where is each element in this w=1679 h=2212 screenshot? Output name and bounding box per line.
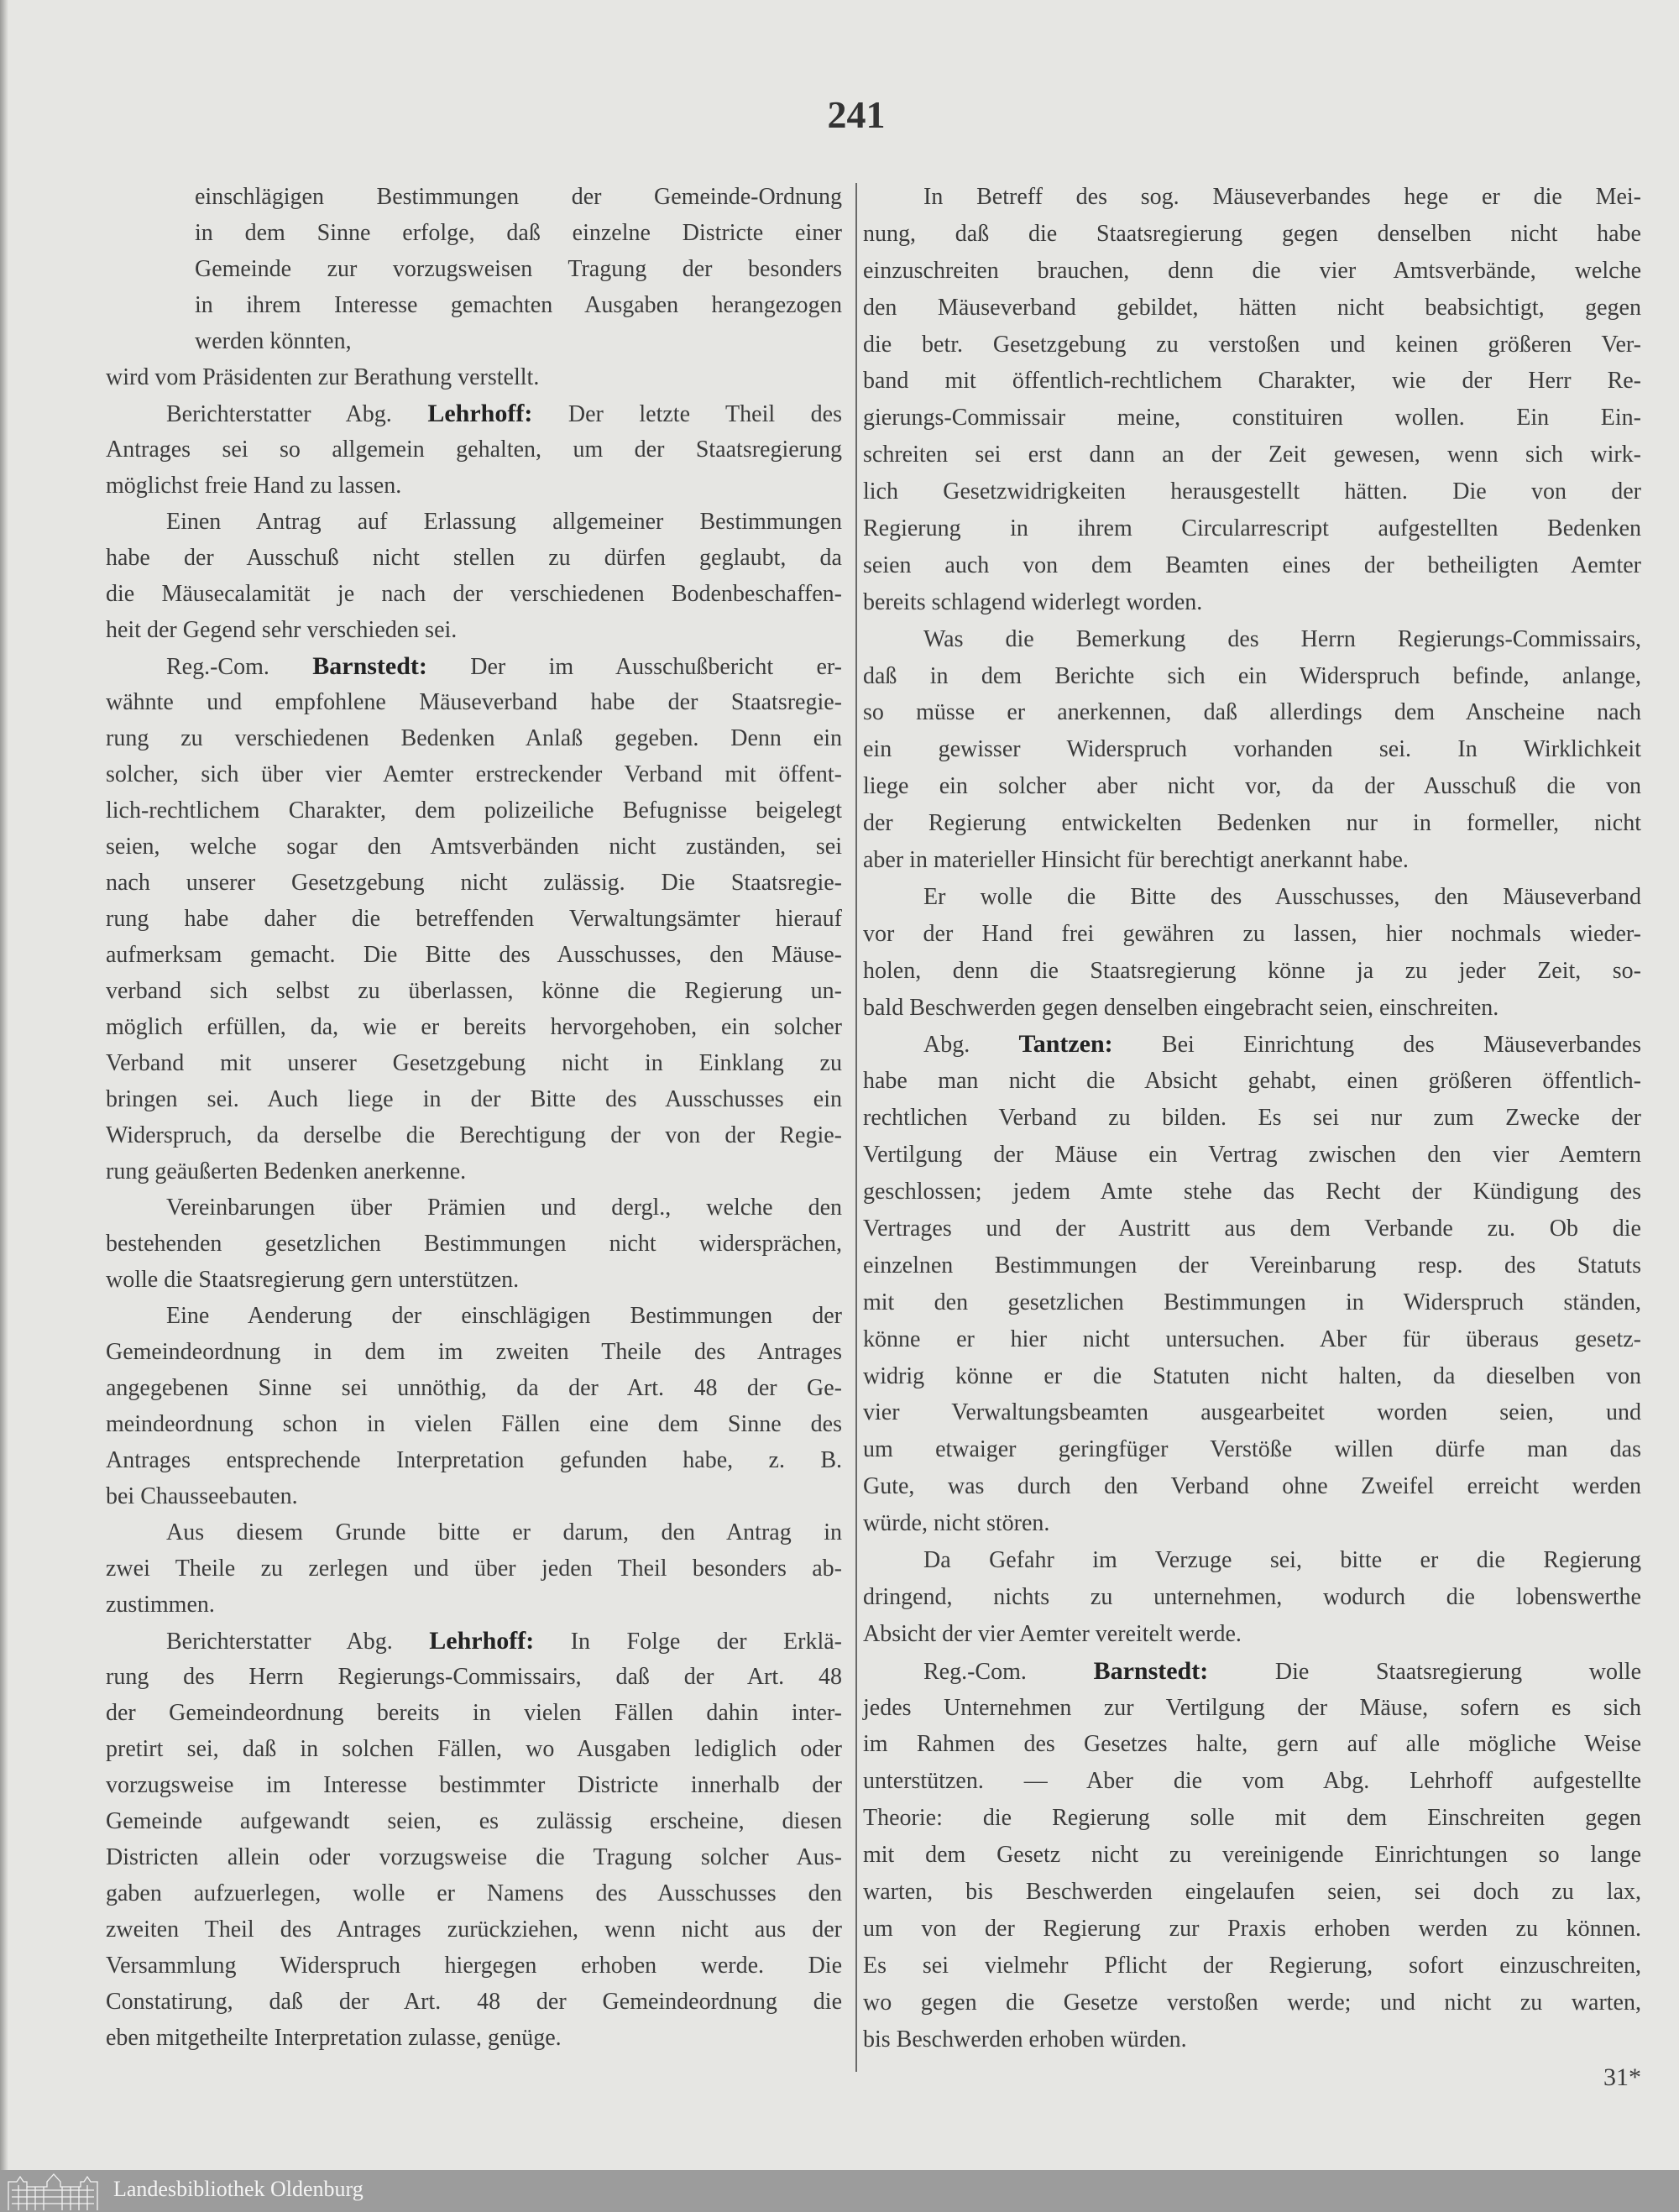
text-line [863,547,1641,584]
page-number: 241 [827,93,886,136]
line-text: Antrages sei so allgemein gehalten, um der Staatsregierung [106,437,842,463]
text-line [863,253,1641,290]
line-text: meindeordnung schon in vielen Fällen eine dem Sinne des [106,1411,842,1437]
line-text: könne er hier nicht untersuchen. Aber für überaus gesetz- [863,1326,1641,1352]
line-text: band mit öffentlich-rechtlichem Charakter, wie der Herr Re- [863,368,1641,395]
text-line [863,1948,1641,1985]
line-text: Widerspruch, da derselbe die Berechtigung der von der Regie- [106,1122,842,1148]
text-line [863,1763,1641,1800]
text-line [863,400,1641,437]
text-line [106,287,842,323]
text-line [106,179,842,215]
line-text: aber in materieller Hinsicht für berechtigt anerkannt habe. [863,847,1409,874]
text-line [863,1358,1641,1395]
line-text: widrig könne er die Statuten nicht halten, da dieselben von [863,1362,1641,1389]
text-line [106,323,842,359]
text-line [863,1284,1641,1321]
text-line [863,1468,1641,1505]
line-text: daß in dem Berichte sich ein Widerspruch befinde, anlange, [863,662,1641,689]
text-line [863,916,1641,953]
line-text: Eine Aenderung der einschlägigen Bestimmungen der [166,1303,842,1329]
right-text-column [863,179,1641,2058]
text-line [863,290,1641,327]
text-line [106,1370,842,1406]
line-text: schreiten sei erst dann an der Zeit gewesen, wenn sich wirk- [863,442,1641,468]
text-line [106,1442,842,1478]
line-text: bringen sei. Auch liege in der Bitte des Ausschusses ein [106,1086,842,1112]
line-text: zweiten Theil des Antrages zurückziehen, wenn nicht aus der [106,1917,842,1943]
line-text: Berichterstatter Abg. [166,401,392,427]
text-line [106,1514,842,1550]
text-line [106,215,842,251]
line-text: rung zu verschiedenen Bedenken Anlaß gegeben. Denn ein [106,725,842,751]
line-text: rung geäußerten Bedenken anerkenne. [106,1158,467,1184]
line-text: rung des Herrn Regierungs-Commissairs, daß der Art. 48 [106,1664,842,1690]
text-line [106,1550,842,1587]
speaker-name: Tantzen: [1018,1030,1113,1059]
line-text: habe der Ausschuß nicht stellen zu dürfen geglaubt, da [106,545,842,571]
line-text: Gemeinde zur vorzugsweisen Tragung der besonders [195,256,842,282]
line-text: gaben aufzuerlegen, wolle er Namens des Ausschusses den [106,1880,842,1906]
speaker-name: Barnstedt: [312,652,427,680]
text-line [863,363,1641,400]
line-text: mit dem Gesetz nicht zu vereinigende Einrichtungen so lange [863,1842,1641,1869]
text-line [106,973,842,1009]
line-text: den Mäuseverband gebildet, hätten nicht beabsichtigt, gegen [863,294,1641,321]
text-line [106,431,842,468]
line-text: wird vom Präsidenten zur Berathung verstellt. [106,364,540,390]
line-text: habe man nicht die Absicht gehabt, einen größeren öffentlich- [863,1068,1641,1095]
text-line [106,2020,842,2056]
text-line [863,990,1641,1027]
text-line [106,1659,842,1695]
text-line [106,1117,842,1153]
text-line [863,1985,1641,2021]
text-line [106,684,842,720]
line-text: Der im Ausschußbericht er- [470,654,843,680]
text-line [863,953,1641,990]
line-text: angegebenen Sinne sei unnöthig, da der Art. 48 der Ge- [106,1375,842,1401]
line-text: seien auch von dem Beamten eines der betheiligten Aemter [863,552,1641,578]
line-text: Vereinbarungen über Prämien und dergl., welche den [166,1195,842,1221]
line-text: solcher, sich über vier Aemter erstreckender Verband mit öffent- [106,761,842,787]
text-line [863,1137,1641,1174]
line-text: Aus diesem Grunde bitte er darum, den Antrag in [166,1519,842,1545]
text-line [106,1767,842,1803]
line-text: Der letzte Theil des [568,401,842,427]
line-text: vorzugsweise im Interesse bestimmter Districte innerhalb der [106,1772,842,1798]
line-text: bald Beschwerden gegen denselben eingebracht seien, einschreiten. [863,994,1499,1021]
line-text: Constatirung, daß der Art. 48 der Gemeindeordnung die [106,1989,842,2015]
line-text: bei Chausseebauten. [106,1483,298,1509]
line-text: Regierung in ihrem Circularrescript aufgestellten Bedenken [863,515,1641,542]
line-text: In Folge der Erklä- [570,1629,843,1655]
text-line [106,1948,842,1984]
line-text: vor der Hand frei gewähren zu lassen, hier nochmals wieder- [863,920,1641,947]
text-line [106,395,842,431]
line-text: Verband mit unserer Gesetzgebung nicht in Einklang zu [106,1050,842,1076]
text-line [863,658,1641,695]
line-text: einschlägigen Bestimmungen der Gemeinde-Ordnung [195,184,842,210]
text-line [106,1731,842,1767]
line-text: Vertrages und der Austritt aus dem Verbande zu. Ob die [863,1215,1641,1242]
line-text: rechtlichen Verband zu bilden. Es sei nur zum Zwecke der [863,1105,1641,1132]
text-line [863,1653,1641,1690]
text-line [106,1262,842,1298]
page-edge-shadow [0,0,8,2170]
text-line [106,468,842,504]
column-divider [855,183,857,2072]
line-text: Die Staatsregierung wolle [1274,1658,1642,1685]
text-line [106,1839,842,1875]
line-text: nach unserer Gesetzgebung nicht zulässig. Die Staatsregie- [106,870,842,896]
line-text: bereits schlagend widerlegt worden. [863,588,1203,615]
line-text: lich Gesetzwidrigkeiten herausgestellt hätten. Die von der [863,478,1641,505]
line-text: bis Beschwerden erhoben würden. [863,2026,1187,2053]
line-text: Versammlung Widerspruch hiergegen erhoben werde. Die [106,1953,842,1979]
text-line [863,842,1641,879]
line-text: würde, nicht stören. [863,1510,1050,1537]
line-text: In Betreff des sog. Mäuseverbandes hege er die Mei- [923,184,1641,210]
text-line [106,901,842,937]
text-line [863,1174,1641,1211]
text-line [863,731,1641,768]
line-text: Er wolle die Bitte des Ausschusses, den Mäuseverband [923,883,1641,910]
text-line [106,1081,842,1117]
text-line [106,1045,842,1081]
text-line [106,1009,842,1045]
line-text: Districten allein oder vorzugsweise die Tragung solcher Aus- [106,1844,842,1870]
line-text: jedes Unternehmen zur Vertilgung der Mäuse, sofern es sich [863,1694,1641,1721]
text-line [106,648,842,684]
line-text: einzuschreiten brauchen, denn die vier Amtsverbände, welche [863,257,1641,284]
text-line [863,805,1641,842]
line-text: holen, denn die Staatsregierung könne ja zu jeder Zeit, so- [863,957,1641,984]
line-text: zustimmen. [106,1592,215,1618]
text-line [863,179,1641,216]
line-text: wähnte und empfohlene Mäuseverband habe der Staatsregie- [106,689,842,715]
text-line [106,1695,842,1731]
text-line [106,1587,842,1623]
line-text: lich-rechtlichem Charakter, dem polizeiliche Befugnisse beigelegt [106,797,842,824]
line-text: Reg.-Com. [923,1658,1027,1685]
text-line [863,1063,1641,1100]
text-line [106,1623,842,1659]
line-text: gierungs-Commissair meine, constituiren wollen. Ein Ein- [863,405,1641,431]
line-text: um etwaiger geringfüger Verstöße willen dürfe man das [863,1436,1641,1463]
text-line [863,1726,1641,1763]
text-line [863,1837,1641,1874]
line-text: die betr. Gesetzgebung zu verstoßen und keinen größeren Ver- [863,331,1641,358]
text-line [106,1190,842,1226]
line-text: Theorie: die Regierung solle mit dem Einschreiten gegen [863,1805,1641,1832]
line-text: aufmerksam gemacht. Die Bitte des Ausschusses, den Mäuse- [106,942,842,968]
line-text: rung habe daher die betreffenden Verwaltungsämter hierauf [106,906,842,932]
text-line [863,1579,1641,1616]
speaker-name: Barnstedt: [1093,1656,1209,1685]
line-text: vier Verwaltungsbeamten ausgearbeitet worden seien, und [863,1399,1641,1426]
left-text-column [106,179,842,2056]
text-line [863,1321,1641,1358]
text-line [106,720,842,756]
library-name: Landesbibliothek Oldenburg [113,2177,364,2201]
line-text: in ihrem Interesse gemachten Ausgaben herangezogen [195,292,842,318]
text-line [863,437,1641,473]
line-text: Gemeindeordnung in dem im zweiten Theile des Antrages [106,1339,842,1365]
line-text: geschlossen; jedem Amte stehe das Recht der Kündigung des [863,1179,1641,1205]
line-text: Antrages entsprechende Interpretation gefunden habe, z. B. [106,1447,842,1473]
line-text: mit den gesetzlichen Bestimmungen in Widerspruch ständen, [863,1289,1641,1315]
text-line [106,540,842,576]
text-line [863,2021,1641,2058]
line-text: in dem Sinne erfolge, daß einzelne Districte einer [195,220,842,246]
text-line [106,1298,842,1334]
text-line [863,473,1641,510]
line-text: zwei Theile zu zerlegen und über jeden Theil besonders ab- [106,1556,842,1582]
text-line [863,216,1641,253]
line-text: Gute, was durch den Verband ohne Zweifel erreicht werden [863,1473,1641,1500]
text-line [106,937,842,973]
line-text: Abg. [923,1032,970,1059]
text-line [863,694,1641,731]
text-line [106,792,842,829]
text-line [106,829,842,865]
text-line [863,1100,1641,1137]
text-line [106,1478,842,1514]
text-line [106,1984,842,2020]
text-line [106,1911,842,1948]
line-text: dringend, nichts zu unternehmen, wodurch die lobenswerthe [863,1583,1641,1610]
text-line [106,576,842,612]
line-text: werden könnten, [195,328,352,354]
line-text: Reg.-Com. [166,654,269,680]
line-text: eben mitgetheilte Interpretation zulasse, genüge. [106,2025,562,2051]
text-line [863,768,1641,805]
text-line [106,504,842,540]
line-text: heit der Gegend sehr verschieden sei. [106,617,458,643]
text-line [106,1153,842,1190]
text-line [863,1211,1641,1247]
line-text: Absicht der vier Aemter vereitelt werde. [863,1620,1242,1647]
text-line [863,1394,1641,1431]
text-line [863,1911,1641,1948]
text-line [863,1247,1641,1284]
text-line [863,1874,1641,1911]
line-text: unterstützen. — Aber die vom Abg. Lehrhoff aufgestellte [863,1768,1641,1795]
text-line [863,879,1641,916]
text-line [863,584,1641,621]
text-line [863,621,1641,658]
speaker-name: Lehrhoff: [427,400,533,427]
line-text: Berichterstatter Abg. [166,1629,393,1655]
text-line [106,1406,842,1442]
line-text: seien, welche sogar den Amtsverbänden nicht zuständen, sei [106,834,842,860]
text-line [863,510,1641,547]
text-line [106,865,842,901]
text-line [106,359,842,395]
line-text: Vertilgung der Mäuse ein Vertrag zwischen den vier Aemtern [863,1142,1641,1169]
signature-mark: 31* [1603,2063,1641,2091]
text-line [863,1690,1641,1727]
line-text: wolle die Staatsregierung gern unterstützen. [106,1267,520,1293]
line-text: um von der Regierung zur Praxis erhoben werden zu können. [863,1915,1641,1942]
line-text: möglich erfüllen, da, wie er bereits hervorgehoben, ein solcher [106,1014,842,1040]
library-building-logo-icon [7,2173,99,2210]
line-text: so müsse er anerkennen, daß allerdings dem Anscheine nach [863,699,1641,726]
line-text: einzelnen Bestimmungen der Vereinbarung resp. des Statuts [863,1252,1641,1279]
text-line [106,1875,842,1911]
line-text: Einen Antrag auf Erlassung allgemeiner Bestimmungen [166,509,842,535]
line-text: warten, bis Beschwerden eingelaufen seien, sei doch zu lax, [863,1878,1641,1905]
text-line [863,1800,1641,1837]
text-line [863,1431,1641,1468]
line-text: möglichst freie Hand zu lassen. [106,473,402,499]
text-line [106,1334,842,1370]
line-text: Bei Einrichtung des Mäuseverbandes [1161,1032,1642,1059]
line-text: Es sei vielmehr Pflicht der Regierung, sofort einzuschreiten, [863,1952,1641,1979]
speaker-name: Lehrhoff: [429,1627,535,1655]
text-line [106,251,842,287]
text-line [863,1026,1641,1063]
text-line [106,612,842,648]
line-text: im Rahmen des Gesetzes halte, gern auf alle mögliche Weise [863,1731,1641,1758]
line-text: die Mäusecalamität je nach der verschiedenen Bodenbeschaffen- [106,581,842,607]
text-line [106,1226,842,1262]
text-line [106,1803,842,1839]
line-text: bestehenden gesetzlichen Bestimmungen nicht widersprächen, [106,1231,842,1257]
library-footer-bar [0,2170,1679,2212]
line-text: wo gegen die Gesetze verstoßen werde; und nicht zu warten, [863,1989,1641,2016]
text-line [863,1542,1641,1579]
line-text: der Gemeindeordnung bereits in vielen Fällen dahin inter- [106,1700,842,1726]
line-text: Gemeinde aufgewandt seien, es zulässig erscheine, diesen [106,1808,842,1834]
line-text: Was die Bemerkung des Herrn Regierungs-Commissairs, [923,625,1641,652]
text-line [106,756,842,792]
line-text: ein gewisser Widerspruch vorhanden sei. In Wirklichkeit [863,736,1641,763]
line-text: verband sich selbst zu überlassen, könne die Regierung un- [106,978,842,1004]
text-line [863,327,1641,363]
line-text: der Regierung entwickelten Bedenken nur in formeller, nicht [863,810,1641,837]
text-line [863,1505,1641,1542]
line-text: pretirt sei, daß in solchen Fällen, wo Ausgaben lediglich oder [106,1736,842,1762]
line-text: nung, daß die Staatsregierung gegen denselben nicht habe [863,220,1641,247]
text-line [863,1616,1641,1653]
line-text: Da Gefahr im Verzuge sei, bitte er die Regierung [923,1546,1641,1573]
line-text: liege ein solcher aber nicht vor, da der Ausschuß die von [863,773,1641,800]
